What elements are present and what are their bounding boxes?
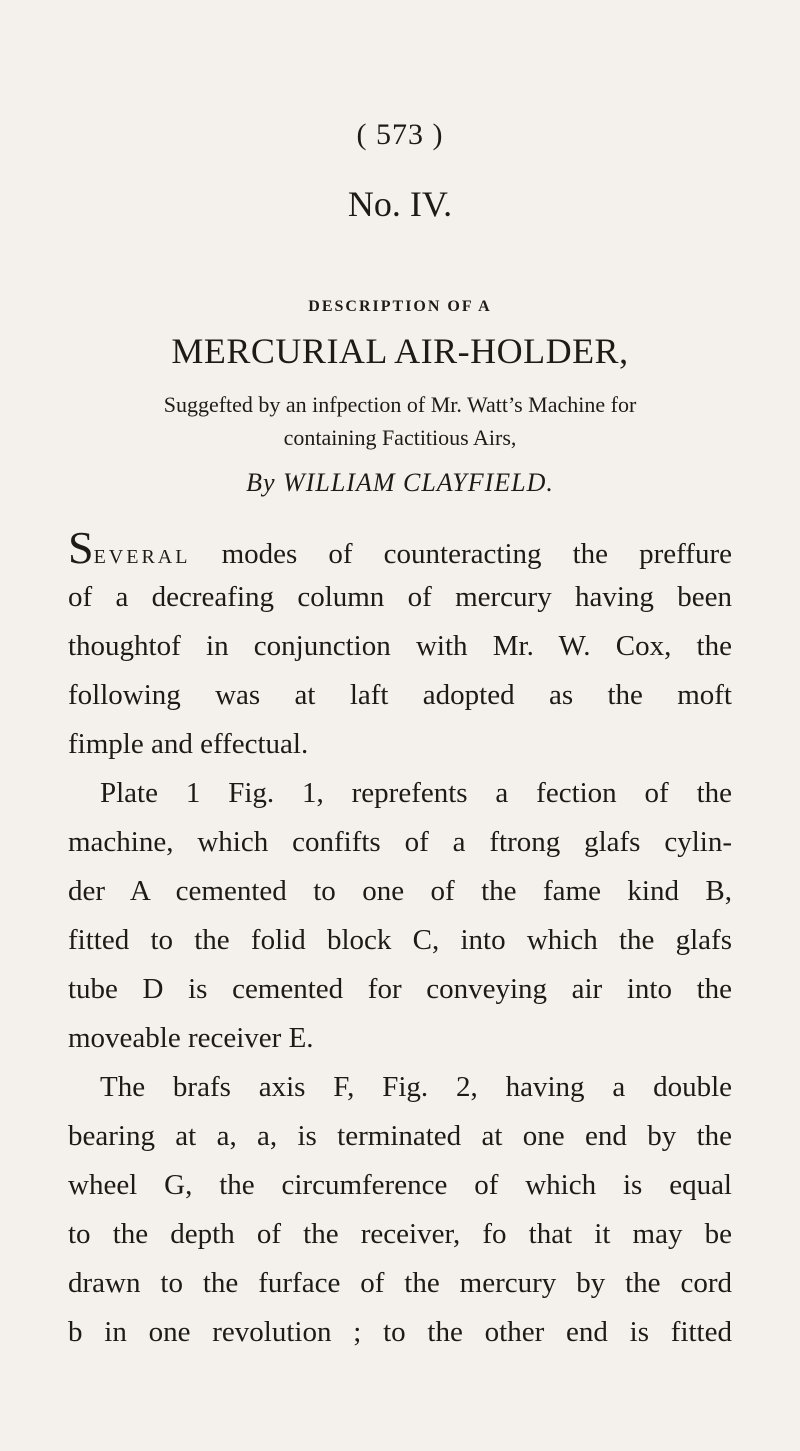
- body-line-16: drawn to the furface of the mercury by the cord: [68, 1267, 732, 1299]
- body-line-5: fimple and effectual.: [68, 728, 309, 760]
- description-label: DESCRIPTION OF A: [308, 298, 492, 315]
- body-line-17: b in one revolution ; to the other end is fitted: [68, 1316, 732, 1348]
- section-number: No. IV.: [347, 184, 453, 224]
- body-line-6: Plate 1 Fig. 1, reprefents a fection of the: [100, 777, 732, 809]
- subtitle-line-1: Suggefted by an infpection of Mr. Watt’s Machine for: [163, 392, 637, 417]
- body-line-13: bearing at a, a, is terminated at one end by the: [68, 1120, 732, 1152]
- drop-cap: S: [68, 522, 94, 573]
- line-text: modes of counteracting the preffure: [221, 538, 732, 570]
- body-line-10: tube D is cemented for conveying air into the: [68, 973, 732, 1005]
- body-line-7: machine, which confifts of a ftrong glafs cylin-: [68, 826, 732, 858]
- article-title: MERCURIAL AIR-HOLDER,: [171, 331, 629, 371]
- body-line-9: fitted to the folid block C, into which the glafs: [68, 924, 732, 956]
- author-line: By WILLIAM CLAYFIELD.: [246, 468, 554, 497]
- body-line-8: der A cemented to one of the fame kind B,: [68, 875, 732, 907]
- body-line-15: to the depth of the receiver, fo that it may be: [68, 1218, 732, 1250]
- body-line-3: thoughtof in conjunction with Mr. W. Cox, the: [68, 630, 732, 662]
- body-line-14: wheel G, the circumference of which is equal: [68, 1169, 732, 1201]
- body-line-2: of a decreafing column of mercury having been: [68, 581, 732, 613]
- page-number: ( 573 ): [356, 118, 444, 151]
- first-word-rest: everal: [93, 538, 191, 570]
- body-line-4: following was at laft adopted as the moft: [68, 679, 732, 711]
- body-line-11: moveable receiver E.: [68, 1022, 314, 1054]
- body-line-1: [68, 522, 732, 573]
- body-line-12: The brafs axis F, Fig. 2, having a double: [100, 1071, 732, 1103]
- subtitle-line-2: containing Factitious Airs,: [283, 425, 517, 450]
